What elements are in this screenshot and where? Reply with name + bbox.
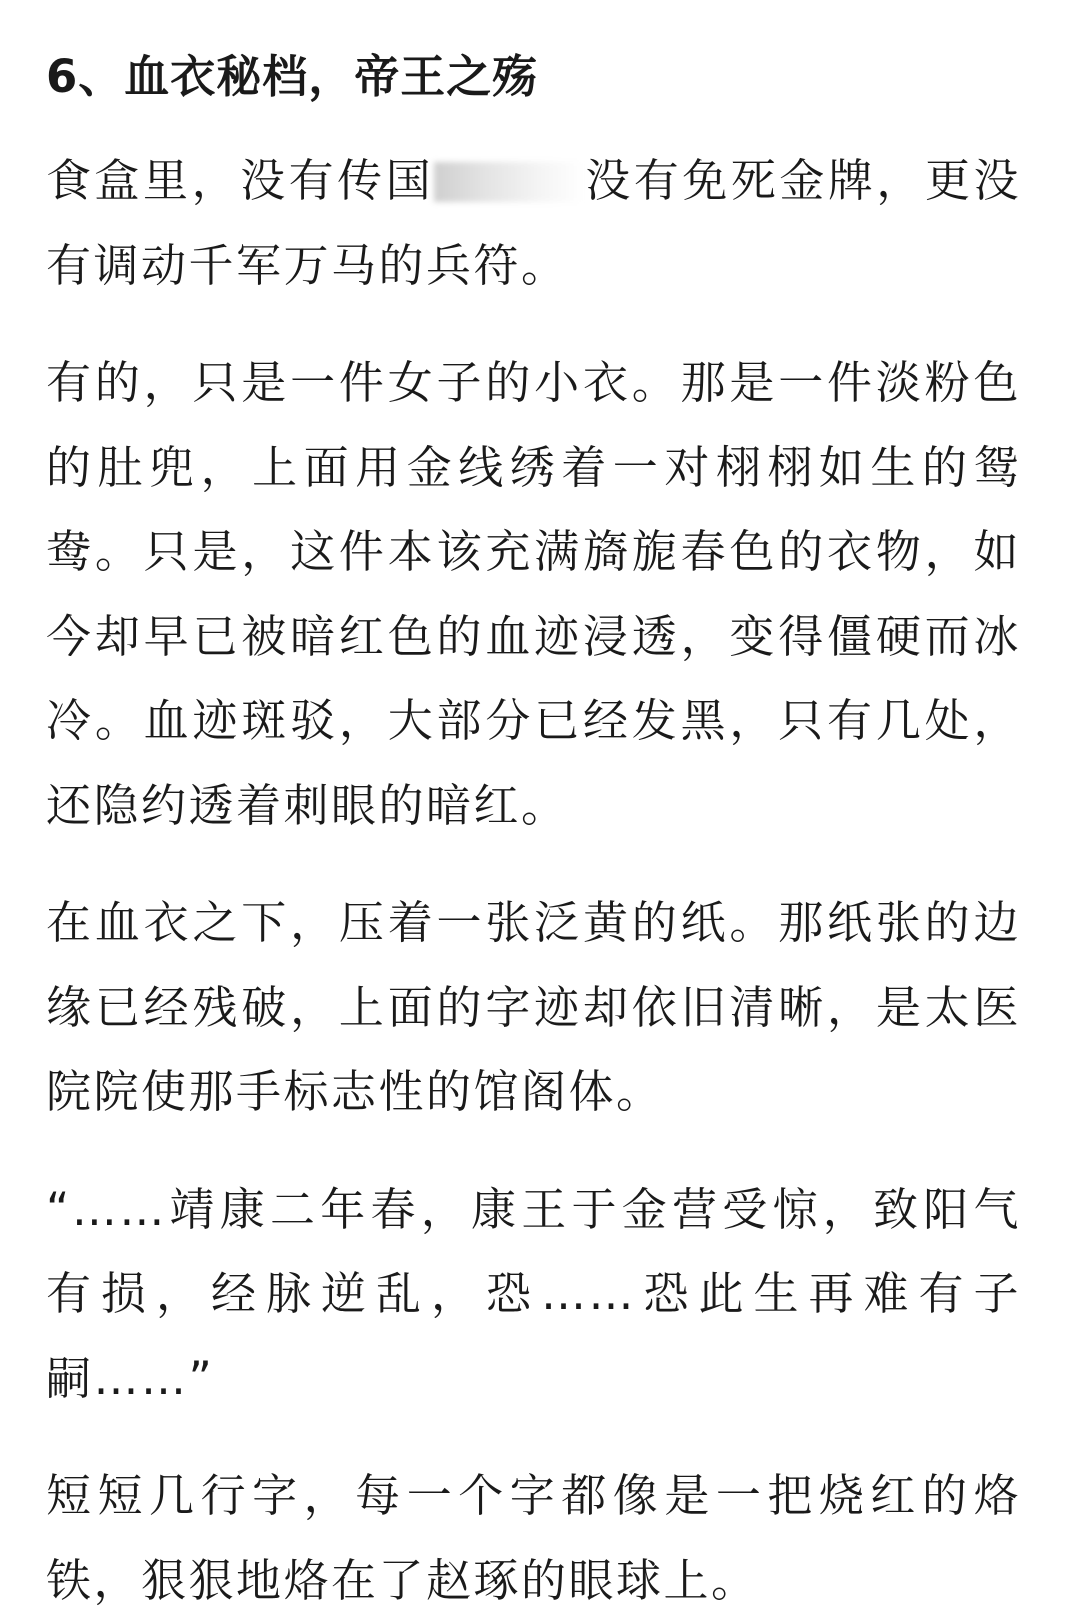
- paragraph-food-box: [46, 139, 1021, 308]
- paragraph-blood-garment: 有的，只是一件女子的小衣。那是一件淡粉色的肚兜，上面用金线绣着一对栩栩如生的鸳鸯。只是，这件本该充满旖旎春色的衣物，如今却早已被暗红色的血迹浸透，变得僵硬而冰冷。血迹斑驳，大部分已经发黑，只有几处，还隐约透着刺眼的暗红。: [46, 356, 1021, 832]
- paragraph-text: 食盒里，没有传国: [46, 154, 435, 207]
- paragraph-yellow-paper: 在血衣之下，压着一张泛黄的纸。那纸张的边缘已经残破，上面的字迹却依旧清晰，是太医院院使那手标志性的馆阁体。: [46, 896, 1021, 1118]
- paragraph-closing: 短短几行字，每一个字都像是一把烧红的烙铁，狠狠地烙在了赵琢的眼球上。: [46, 1469, 1021, 1607]
- blurred-text-region: [434, 162, 584, 202]
- article-title: 6、血衣秘档，帝王之殇: [46, 50, 539, 103]
- paragraph-quoted-record: “……靖康二年春，康王于金营受惊，致阳气有损，经脉逆乱，恐……恐此生再难有子嗣……”: [46, 1182, 1021, 1405]
- article: [46, 42, 1021, 1623]
- paragraph-text: 没有免死金牌，更没有调动千军万马的兵符。: [46, 154, 1021, 292]
